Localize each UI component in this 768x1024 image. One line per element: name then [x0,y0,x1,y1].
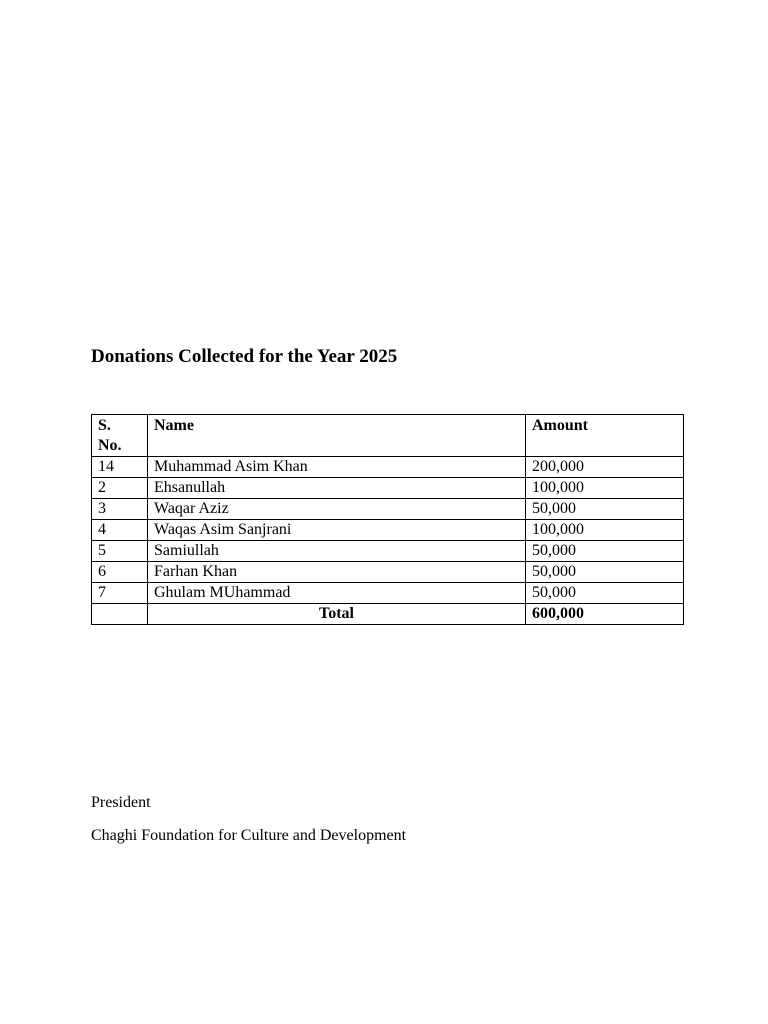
row-amount: 100,000 [526,478,684,499]
row-amount: 50,000 [526,541,684,562]
row-serial-number: 2 [92,478,148,499]
row-donor-name: Waqar Aziz [148,499,526,520]
table-row [92,583,684,604]
table-row [92,478,684,499]
row-donor-name: Samiullah [148,541,526,562]
row-amount: 100,000 [526,520,684,541]
header-serial-number-line2: No. [98,437,122,454]
row-serial-number: 5 [92,541,148,562]
total-row [92,604,684,625]
donations-table [91,414,684,625]
header-serial-number [92,415,148,457]
document-title: Donations Collected for the Year 2025 [91,346,398,367]
header-name: Name [148,415,526,457]
total-amount: 600,000 [526,604,684,625]
row-serial-number: 7 [92,583,148,604]
row-donor-name: Ehsanullah [148,478,526,499]
row-serial-number: 14 [92,457,148,478]
row-serial-number: 3 [92,499,148,520]
table-header-row [92,415,684,457]
table-row [92,499,684,520]
table-row [92,562,684,583]
row-serial-number: 6 [92,562,148,583]
header-amount: Amount [526,415,684,457]
total-empty-cell [92,604,148,625]
table-row [92,541,684,562]
signatory-role: President [91,794,151,811]
row-donor-name: Muhammad Asim Khan [148,457,526,478]
row-amount: 50,000 [526,499,684,520]
signatory-organization: Chaghi Foundation for Culture and Development [91,827,407,844]
row-serial-number: 4 [92,520,148,541]
row-donor-name: Farhan Khan [148,562,526,583]
total-label: Total [148,604,526,625]
row-amount: 50,000 [526,562,684,583]
table-row [92,457,684,478]
table-row [92,520,684,541]
header-serial-number-line1: S. [98,417,111,434]
row-amount: 50,000 [526,583,684,604]
row-donor-name: Ghulam MUhammad [148,583,526,604]
row-amount: 200,000 [526,457,684,478]
row-donor-name: Waqas Asim Sanjrani [148,520,526,541]
